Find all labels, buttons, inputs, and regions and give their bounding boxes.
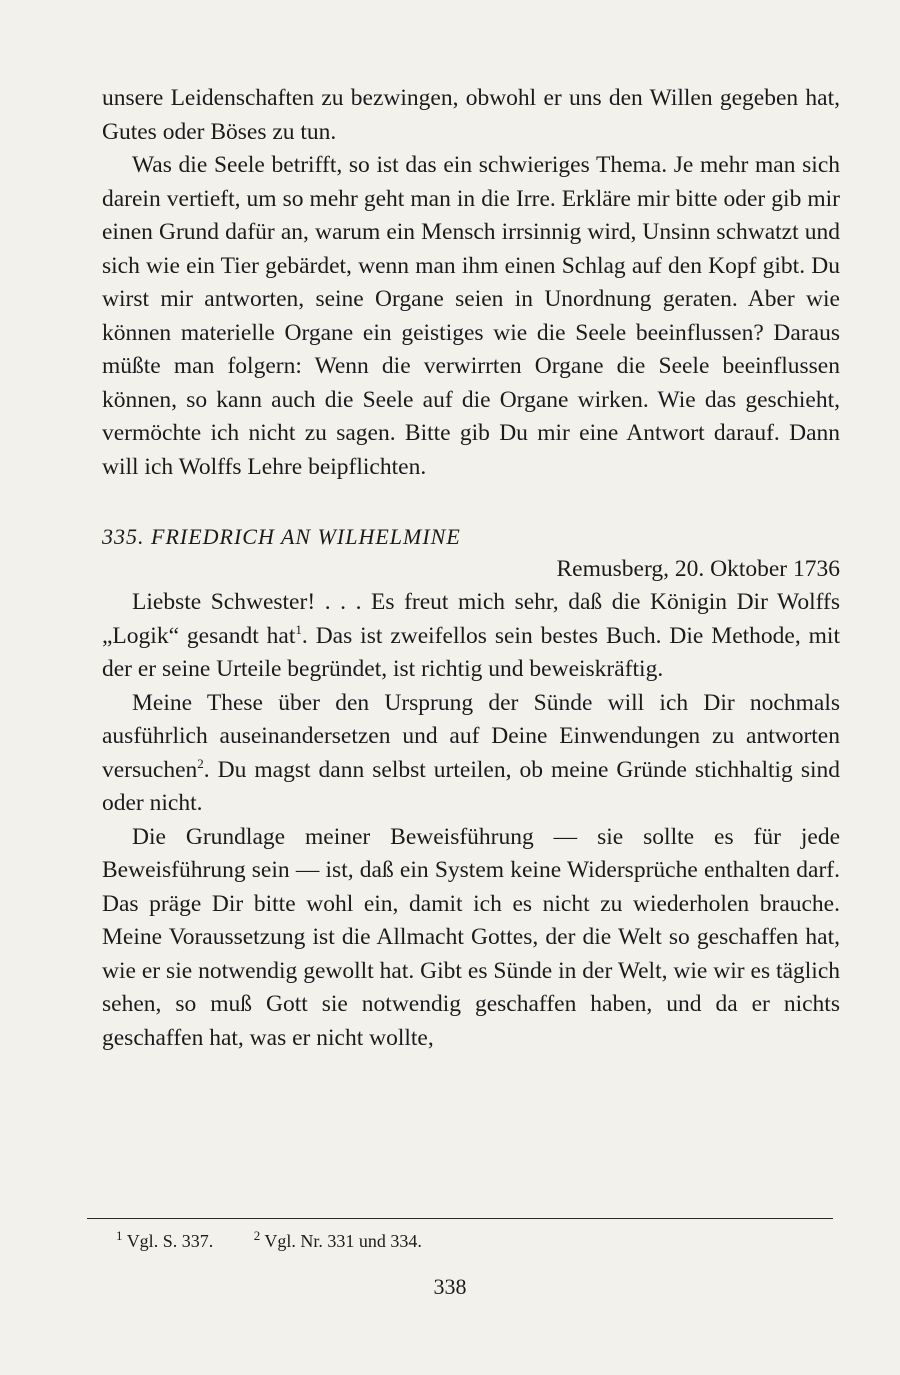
letter-paragraph-3: Die Grundlage meiner Beweisführung — sie sollte es für jede Beweisführung sein — ist, daß ein System keine Widersprüche enthalten darf. Das präge Dir bitte wohl ein, damit ich es nicht zu wiederholen brauche. Meine Voraussetzung ist die Allmacht Gottes, der die Welt so geschaffen hat, wie er sie notwendig gewollt hat. Gibt es Sünde in der Welt, wie wir es täglich sehen, so muß Gott sie notwendig geschaffen haben, und da er nichts geschaffen hat, was er nicht wollte, [102,823,840,1051]
footnote-text: Vgl. Nr. 331 und 334. [264,1231,422,1251]
place-date: Remusberg, 20. Oktober 1736 [556,556,840,582]
footnote-2 [253,1228,422,1251]
paragraph-soul: Was die Seele betrifft, so ist das ein schwieriges Thema. Je mehr man sich darein vertieft, um so mehr geht man in die Irre. Erkläre mir bitte oder gib mir einen Grund dafür an, warum ein Mensch irrsinnig wird, Unsinn schwatzt und sich wie ein Tier gebärdet, wenn man ihm einen Schlag auf den Kopf gibt. Du wirst mir antworten, seine Organe seien in Unordnung geraten. Aber wie können materielle Organe ein geistiges wie die Seele beeinflussen? Daraus müßte man folgern: Wenn die verwirrten Organe die Seele beeinflussen können, so kann auch die Seele auf die Organe wirken. Wie das geschieht, vermöchte ich nicht zu sagen. Bitte gib Du mir eine Antwort darauf. Dann will ich Wolffs Lehre beipflichten. [102,152,840,480]
letter-paragraph-2 [102,687,840,821]
page-number: 338 [433,1274,467,1299]
footnote-text: Vgl. S. 337. [126,1231,214,1251]
footnotes [116,1228,458,1254]
footnote-1 [116,1228,214,1251]
paragraph-text: Liebste Schwester! . . . Es freut mich sehr, daß die Königin Dir Wolffs „Logik“ gesandt hat [102,589,840,649]
paragraph-text: . Du magst dann selbst urteilen, ob meine Gründe stichhaltig sind oder nicht. [102,756,840,816]
footnote-mark: 1 [116,1228,123,1243]
letter-heading: 335. FRIEDRICH AN WILHELMINE [102,524,461,549]
footnote-ref: 1 [295,621,302,637]
paragraph-text: . Das ist zweifellos sein bestes Buch. Die Methode, mit der er seine Urteile begründet, ist richtig und beweiskräftig. [102,622,840,682]
continuation-paragraph: unsere Leidenschaften zu bezwingen, obwohl er uns den Willen gegeben hat, Gutes oder Böses zu tun. [102,85,840,145]
footnote-rule [87,1218,833,1219]
footnote-ref: 2 [197,755,204,771]
letter-paragraph-1 [102,586,840,687]
footnote-mark: 2 [253,1228,261,1243]
body-text [102,82,840,1055]
paragraph-text: Meine These über den Ursprung der Sünde will ich Dir nochmals ausführlich auseinandersetzen und auf Deine Einwendungen zu antworten versuchen [102,689,840,783]
